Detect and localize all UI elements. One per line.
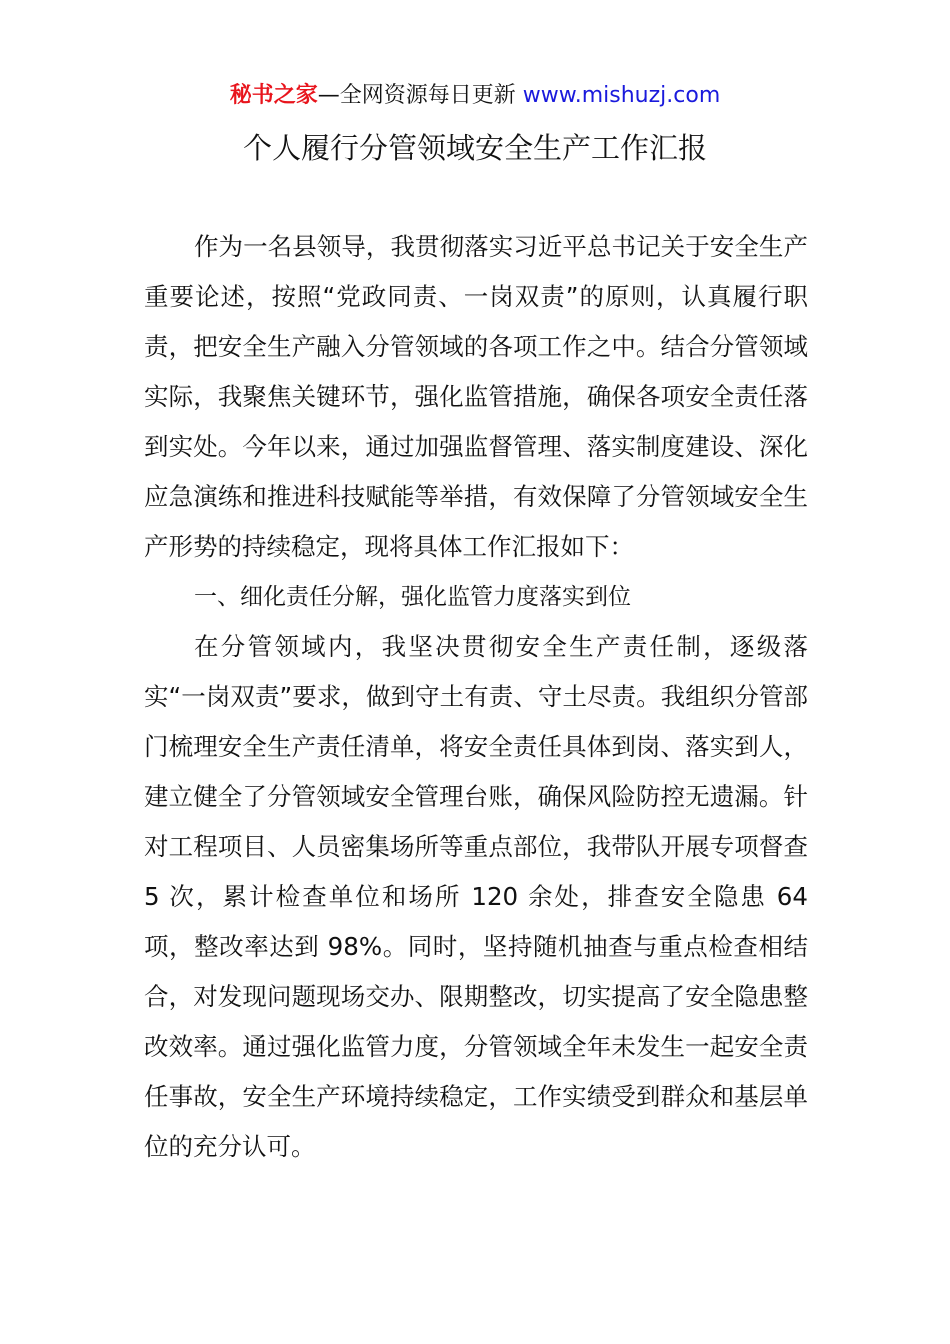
site-tagline: —全网资源每日更新 [317, 83, 523, 108]
document-title: 个人履行分管领域安全生产工作汇报 [242, 131, 707, 165]
intro-paragraph: 作为一名县领导，我贯彻落实习近平总书记关于安全生产重要论述，按照“党政同责、一岗双责”的原则，认真履行职责，把安全生产融入分管领域的各项工作之中。结合分管领域实际，我聚焦关键环节，强化监管措施，确保各项安全责任落到实处。今年以来，通过加强监督管理、落实制度建设、深化应急演练和推进科技赋能等举措，有效保障了分管领域安全生产形势的持续稳定，现将具体工作汇报如下： [144, 232, 808, 561]
site-brand: 秘书之家 [229, 83, 318, 108]
section-paragraph: 在分管领域内，我坚决贯彻安全生产责任制，逐级落实“一岗双责”要求，做到守土有责、守土尽责。我组织分管部门梳理安全生产责任清单，将安全责任具体到岗、落实到人，建立健全了分管领域安全管理台账，确保风险防控无遗漏。针对工程项目、人员密集场所等重点部位，我带队开展专项督查 5 次，累计检查单位和场所 120 余处，排查安全隐患 64 项，整改率达到 98%。同时，坚持随机抽查与重点检查相结合，对发现问题现场交办、限期整改，切实提高了安全隐患整改效率。通过强化监管力度，分管领域全年未发生一起安全责任事故，安全生产环境持续稳定，工作实绩受到群众和基层单位的充分认可。 [144, 632, 808, 1161]
document-body [144, 222, 808, 1172]
site-header [0, 80, 950, 112]
section-heading: 一、细化责任分解，强化监管力度落实到位 [194, 584, 631, 610]
site-url-link[interactable]: www.mishuzj.com [522, 83, 721, 108]
